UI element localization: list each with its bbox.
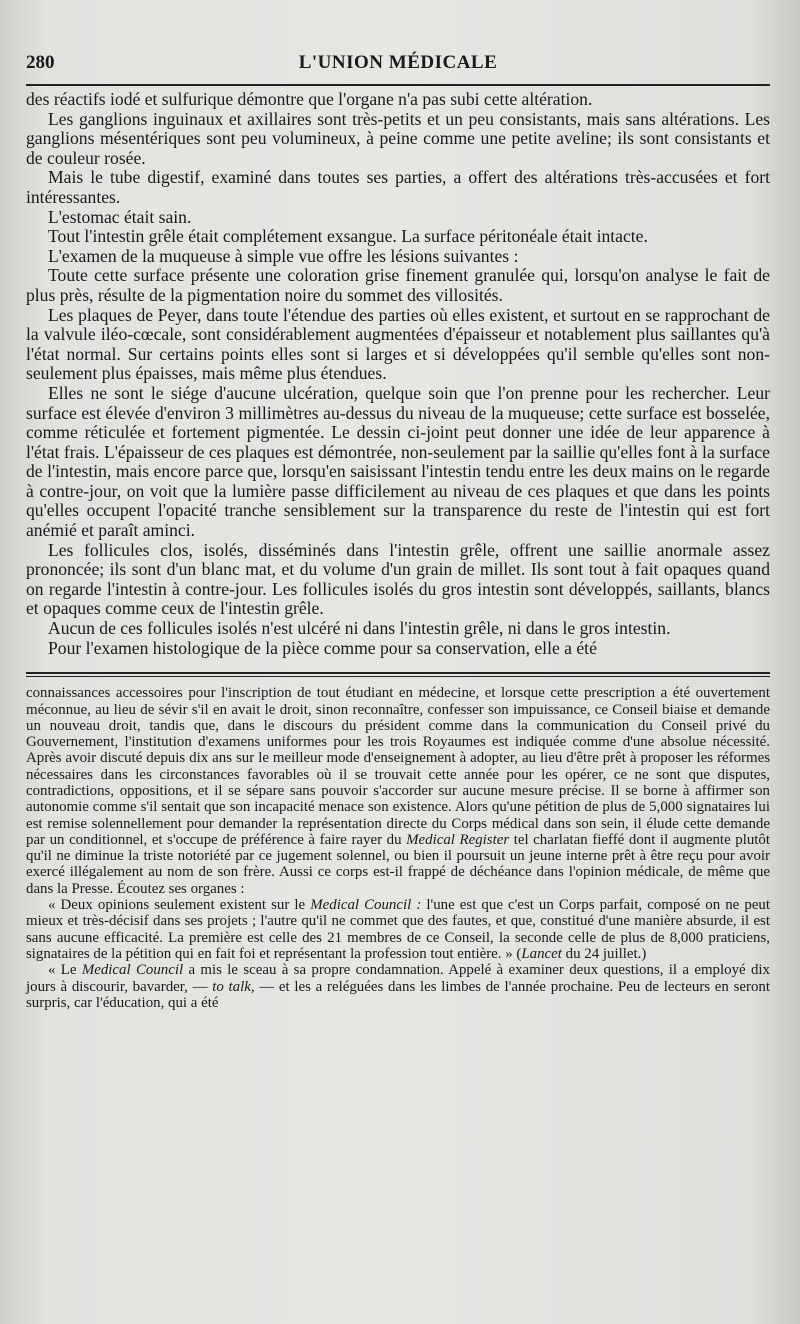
paragraph: des réactifs iodé et sulfurique démontre que l'organe n'a pas subi cette altération.	[26, 89, 593, 109]
paragraph: Tout l'intestin grêle était complétement exsangue. La surface péritonéale était intacte.	[48, 226, 648, 247]
page-header	[26, 52, 770, 78]
page-number: 280	[26, 52, 55, 73]
footnote-separator	[26, 672, 770, 677]
footnote-quote: « Le Medical Council a mis le sceau à sa propre condamnation. Appelé à examiner deux questions, il a employé dix jours à discourir, bavarder, — to talk, — et les a reléguées dans les limbes de l'année prochaine. Peu de lecteurs en seront surpris, car l'éducation, qui a été	[26, 962, 770, 1011]
paragraph: Mais le tube digestif, examiné dans toutes ses parties, a offert des altérations très-accusées et fort intéressantes.	[26, 167, 770, 207]
paragraph: Les ganglions inguinaux et axillaires sont très-petits et un peu consistants, mais sans altérations. Les ganglions mésentériques sont peu volumineux, à peine comme une petite aveline; ils sont consistants et de couleur rosée.	[26, 108, 770, 168]
footnote-quote: « Deux opinions seulement existent sur le Medical Council : l'une est que c'est un Corps parfait, composé on ne peut mieux et très-décisif dans ses projets ; l'autre qu'il ne commet que des fautes, et que, constitué d'une manière absurde, il est sans aucune efficacité. La première est celle des 21 membres de ce Conseil, la seconde celle de plus de 8,000 praticiens, signataires de la pétition qui en fait foi et représentant la profession tout entière. » (Lancet du 24 juillet.)	[26, 897, 771, 962]
paragraph: Aucun de ces follicules isolés n'est ulcéré ni dans l'intestin grêle, ni dans le gros intestin.	[48, 618, 671, 639]
header-rule	[26, 84, 770, 86]
paragraph: Toute cette surface présente une coloration grise finement granulée qui, lorsqu'on analyse le fait de plus près, résulte de la pigmentation noire du sommet des villosités.	[26, 265, 770, 305]
paragraph: Pour l'examen histologique de la pièce comme pour sa conservation, elle a été	[48, 637, 597, 658]
running-title: L'UNION MÉDICALE	[298, 52, 498, 73]
paragraph: Elles ne sont le siége d'aucune ulcération, quelque soin que l'on prenne pour les rechercher. Leur surface est élevée d'environ 3 millimètres au-dessus du niveau de la muqueuse; cette surface est bosselée, comme réticulée et fortement pigmentée. Le dessin ci-joint peut donner une idée de leur apparence à l'état frais. L'épaisseur de ces plaques est démontrée, non-seulement par la saillie qu'elles font à la surface de l'intestin, mais encore parce que, lorsqu'en saisissant l'intestin tendu entre les deux mains on le regarde à contre-jour, on voit que la lumière passe difficilement au niveau de ces plaques et que dans les points qu'elles occupent l'opacité tranche sensiblement sur la transparence du reste de l'intestin qui est fort anémié et paraît aminci.	[26, 382, 770, 541]
footnote-paragraph: connaissances accessoires pour l'inscription de tout étudiant en médecine, et lorsque cette prescription a été ouvertement méconnue, au lieu de sévir s'il en avait le droit, sinon reconnaître, confesser son impuissance, ce Conseil biaise et demande un nouveau droit, tandis que, dans le discours du président comme dans la communication du Conseil privé du Gouvernement, l'institution d'examens uniformes pour les trois Royaumes est indiquée comme d'une absolue nécessité. Après avoir discuté depuis dix ans sur le meilleur mode d'enseignement à adopter, au lieu d'être prêt à proposer les réformes nécessaires dans les circonstances favorables où il se trouvait cette année pour les opérer, ce ne sont que disputes, contradictions, oppositions, et il se sépare sans pouvoir s'accorder sur aucune mesure précise. Il se borne à affirmer son autonomie comme s'il sentait que son incapacité menace son existence. Alors qu'une pétition de plus de 5,000 signataires lui est remise solennellement pour demander la représentation directe du Corps médical dans son sein, il élude cette demande par un conditionnel, et s'occupe de préférence à faire rayer du Medical Register tel charlatan fieffé dont il augmente plutôt qu'il ne diminue la triste notoriété par ce jugement solennel, ou bien il poursuit un jeune interne prêt à être reçu pour avoir exercé illégalement au nom de son frère. Aussi ce corps est-il frappé de déchéance dans l'opinion médicale, de même que dans la Presse. Écoutez ses organes :	[26, 685, 771, 897]
main-text	[26, 90, 770, 658]
paragraph: Les follicules clos, isolés, disséminés dans l'intestin grêle, offrent une saillie anormale assez prononcée; ils sont d'un blanc mat, et du volume d'un grain de millet. Ils sont tout à fait opaques quand on regarde l'intestin à contre-jour. Les follicules isolés du gros intestin sont développés, saillants, blancs et opaques comme ceux de l'intestin grêle.	[26, 539, 770, 619]
paragraph: L'examen de la muqueuse à simple vue offre les lésions suivantes :	[48, 245, 519, 266]
paragraph: L'estomac était sain.	[48, 206, 192, 227]
footnotes	[26, 685, 770, 1011]
paragraph: Les plaques de Peyer, dans toute l'étendue des parties où elles existent, et surtout en se rapprochant de la valvule iléo-cœcale, sont considérablement augmentées d'épaisseur et notablement plus saillantes qu'à l'état normal. Sur certains points elles sont si larges et si développées qu'il semble qu'elles sont non-seulement plus épaisses, mais même plus étendues.	[26, 304, 770, 384]
